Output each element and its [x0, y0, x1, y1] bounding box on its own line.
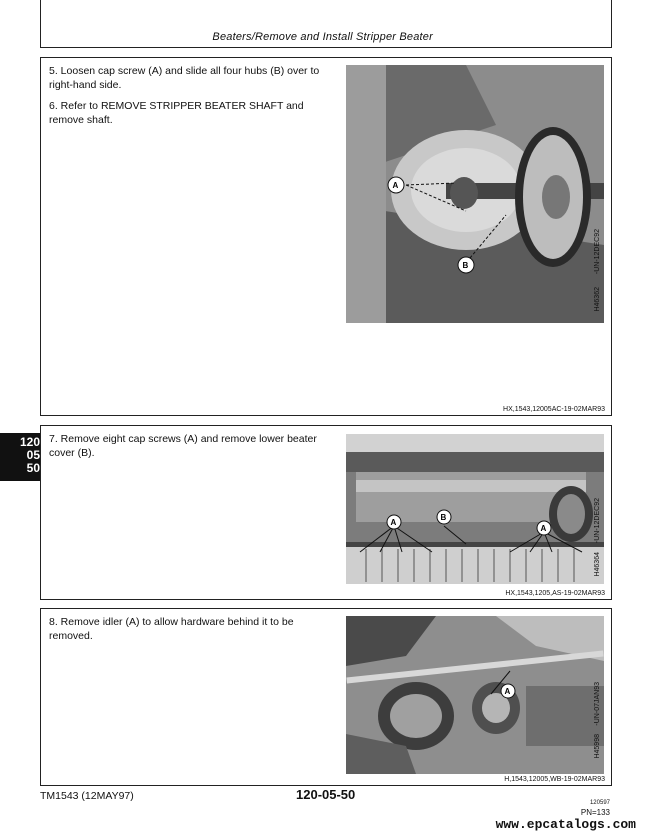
photo-ref-1: -UN-12DEC92 [594, 229, 601, 275]
caption-3: H,1543,12005,WB-19-02MAR93 [504, 776, 605, 783]
photo-illustration-3 [346, 616, 604, 774]
photo-id-1: H46362 [594, 287, 601, 312]
step-text-3 [49, 615, 333, 650]
callout-a-right: A [540, 524, 547, 533]
section-tab-line1: 120 [19, 435, 40, 449]
section-tab-line2: 05 [26, 448, 40, 462]
step-block-3 [40, 608, 612, 786]
pn-number: PN=133 [580, 808, 610, 817]
step-text-2 [49, 432, 333, 467]
step-block-1 [40, 57, 612, 416]
step-text-1 [49, 64, 333, 134]
step-6-text: 6. Refer to REMOVE STRIPPER BEATER SHAFT and remove shaft. [49, 100, 304, 126]
watermark-link[interactable]: www.epcatalogs.com [495, 817, 636, 832]
section-tab-line3: 50 [26, 461, 40, 475]
photo-illustration-2 [346, 434, 604, 584]
callout-a-left: A [390, 518, 397, 527]
step-5-text: 5. Loosen cap screw (A) and slide all four hubs (B) over to right-hand side. [49, 65, 320, 91]
manual-id: TM1543 (12MAY97) [40, 790, 134, 802]
photo-stripper-beater-hubs [346, 65, 604, 323]
callout-b: B [462, 261, 469, 270]
date-code: 120597 [589, 800, 610, 806]
caption-2: HX,1543,1205,AS-19-02MAR93 [505, 590, 605, 597]
step-block-2 [40, 425, 612, 600]
photo-ref-3: -UN-07JAN93 [594, 682, 601, 726]
page-header [40, 0, 612, 48]
photo-idler [346, 616, 604, 774]
photo-ref-2: -UN-12DEC92 [594, 498, 601, 544]
caption-1: HX,1543,12005AC-19-02MAR93 [503, 406, 605, 413]
section-tab [0, 433, 41, 481]
photo-illustration-1 [346, 65, 604, 323]
photo-id-2: H46364 [594, 552, 601, 577]
photo-lower-beater-cover [346, 434, 604, 584]
step-8-text: 8. Remove idler (A) to allow hardware behind it to be removed. [49, 616, 294, 642]
section-title: Beaters/Remove and Install Stripper Beater [212, 31, 433, 43]
callout-a: A [504, 687, 511, 696]
callout-a: A [392, 181, 399, 190]
callout-b: B [440, 513, 447, 522]
page-number: 120-05-50 [296, 787, 356, 802]
step-7-text: 7. Remove eight cap screws (A) and remove lower beater cover (B). [49, 433, 317, 459]
photo-id-3: H45998 [594, 734, 601, 759]
